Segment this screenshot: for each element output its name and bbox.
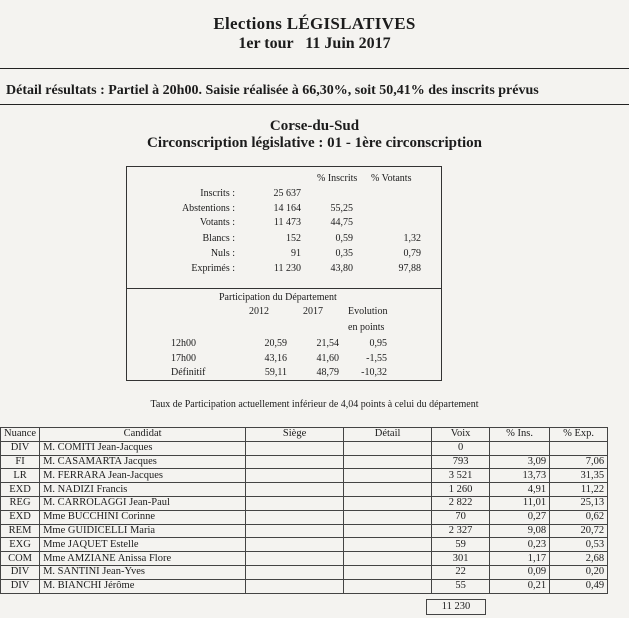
candidate-name-cell: M. FERRARA Jean-Jacques (40, 469, 246, 483)
participation-label: Définitif (171, 367, 206, 378)
header-candidat: Candidat (40, 428, 246, 442)
candidate-name-cell: M. COMITI Jean-Jacques (40, 441, 246, 455)
siege-cell (246, 455, 344, 469)
table-row (1, 510, 608, 524)
pct-ins-cell: 0,21 (490, 579, 550, 593)
siege-cell (246, 524, 344, 538)
header-pct-ins: % Ins. (490, 428, 550, 442)
stat-label: Exprimés : (191, 263, 235, 274)
stat-pct-inscrits: 44,75 (330, 217, 353, 228)
pct-ins-cell: 11,01 (490, 496, 550, 510)
col-header-evolution: Evolution (348, 306, 388, 317)
participation-2012: 59,11 (264, 367, 287, 378)
table-row (1, 579, 608, 593)
siege-cell (246, 552, 344, 566)
participation-evolution: -10,32 (361, 367, 387, 378)
table-row (1, 455, 608, 469)
voix-cell: 2 327 (432, 524, 490, 538)
nuance-cell: EXD (1, 483, 40, 497)
divider-top (0, 68, 629, 69)
detail-cell (344, 510, 432, 524)
stat-pct-votants: 0,79 (403, 248, 421, 259)
stat-pct-inscrits: 0,59 (335, 233, 353, 244)
pct-ins-cell: 4,91 (490, 483, 550, 497)
stat-value: 91 (291, 248, 301, 259)
election-round-date: 1er tour 11 Juin 2017 (238, 35, 391, 52)
stat-pct-inscrits: 0,35 (335, 248, 353, 259)
nuance-cell: DIV (1, 579, 40, 593)
stat-value: 152 (286, 233, 301, 244)
pct-ins-cell: 0,23 (490, 538, 550, 552)
col-header-en-points: en points (348, 322, 385, 333)
voix-cell: 301 (432, 552, 490, 566)
table-row (1, 469, 608, 483)
header-siege: Siège (246, 428, 344, 442)
participation-2017: 21,54 (316, 338, 339, 349)
pct-exp-cell: 11,22 (550, 483, 608, 497)
pct-exp-cell: 0,20 (550, 565, 608, 579)
participation-label: 17h00 (171, 353, 196, 364)
candidate-name-cell: Mme JAQUET Estelle (40, 538, 246, 552)
detail-cell (344, 483, 432, 497)
candidate-name-cell: Mme BUCCHINI Corinne (40, 510, 246, 524)
pct-ins-cell: 0,09 (490, 565, 550, 579)
pct-exp-cell: 2,68 (550, 552, 608, 566)
table-header-row (1, 428, 608, 442)
detail-cell (344, 524, 432, 538)
nuance-cell: COM (1, 552, 40, 566)
nuance-cell: EXD (1, 510, 40, 524)
pct-exp-cell (550, 441, 608, 455)
nuance-cell: REM (1, 524, 40, 538)
header-pct-exp: % Exp. (550, 428, 608, 442)
stat-label: Abstentions : (181, 203, 235, 214)
summary-box (126, 166, 442, 381)
voix-cell: 70 (432, 510, 490, 524)
participation-2017: 48,79 (316, 367, 339, 378)
detail-cell (344, 455, 432, 469)
stat-pct-votants: 1,32 (403, 233, 421, 244)
table-row (1, 441, 608, 455)
pct-ins-cell: 1,17 (490, 552, 550, 566)
stat-value: 14 164 (273, 203, 301, 214)
col-header-pct-votants: % Votants (371, 173, 412, 184)
col-header-2017: 2017 (303, 306, 323, 317)
total-voix: 11 230 (426, 599, 486, 615)
pct-exp-cell: 31,35 (550, 469, 608, 483)
nuance-cell: DIV (1, 441, 40, 455)
table-row (1, 552, 608, 566)
candidate-name-cell: Mme AMZIANE Anissa Flore (40, 552, 246, 566)
participation-evolution: 0,95 (369, 338, 387, 349)
stat-label: Votants : (199, 217, 235, 228)
candidate-name-cell: Mme GUIDICELLI Maria (40, 524, 246, 538)
table-row (1, 538, 608, 552)
detail-cell (344, 441, 432, 455)
pct-exp-cell: 25,13 (550, 496, 608, 510)
stat-label: Blancs : (202, 233, 235, 244)
detail-cell (344, 469, 432, 483)
stat-label: Nuls : (210, 248, 235, 259)
participation-2012: 43,16 (264, 353, 287, 364)
candidate-name-cell: M. NADIZI Francis (40, 483, 246, 497)
voix-cell: 1 260 (432, 483, 490, 497)
siege-cell (246, 579, 344, 593)
table-row (1, 565, 608, 579)
col-header-pct-inscrits: % Inscrits (317, 173, 358, 184)
candidate-name-cell: M. BIANCHI Jérôme (40, 579, 246, 593)
pct-exp-cell: 0,53 (550, 538, 608, 552)
stat-label: Inscrits : (200, 188, 235, 199)
siege-cell (246, 565, 344, 579)
pct-ins-cell: 0,27 (490, 510, 550, 524)
siege-cell (246, 538, 344, 552)
siege-cell (246, 469, 344, 483)
nuance-cell: DIV (1, 565, 40, 579)
pct-ins-cell: 3,09 (490, 455, 550, 469)
participation-2017: 41,60 (316, 353, 339, 364)
voix-cell: 0 (432, 441, 490, 455)
voix-cell: 59 (432, 538, 490, 552)
nuance-cell: FI (1, 455, 40, 469)
nuance-cell: EXG (1, 538, 40, 552)
department-name: Corse-du-Sud (269, 118, 360, 134)
pct-exp-cell: 0,62 (550, 510, 608, 524)
siege-cell (246, 483, 344, 497)
candidate-name-cell: M. SANTINI Jean-Yves (40, 565, 246, 579)
col-header-2012: 2012 (249, 306, 269, 317)
detail-results-line: Détail résultats : Partiel à 20h00. Saisie réalisée à 66,30%, soit 50,41% des inscrits prévus (6, 83, 539, 98)
voix-cell: 3 521 (432, 469, 490, 483)
voix-cell: 793 (432, 455, 490, 469)
stat-pct-inscrits: 43,80 (330, 263, 353, 274)
participation-2012: 20,59 (264, 338, 287, 349)
stat-value: 25 637 (273, 188, 301, 199)
candidates-body (1, 441, 608, 593)
participation-title: Participation du Département (219, 292, 337, 303)
siege-cell (246, 510, 344, 524)
detail-cell (344, 565, 432, 579)
stat-value: 11 473 (273, 217, 301, 228)
detail-cell (344, 496, 432, 510)
header-detail: Détail (344, 428, 432, 442)
nuance-cell: REG (1, 496, 40, 510)
participation-label: 12h00 (171, 338, 196, 349)
siege-cell (246, 496, 344, 510)
circonscription-title: Circonscription législative : 01 - 1ère circonscription (147, 135, 482, 151)
stat-pct-inscrits: 55,25 (330, 203, 353, 214)
table-row (1, 496, 608, 510)
detail-cell (344, 552, 432, 566)
pct-exp-cell: 20,72 (550, 524, 608, 538)
pct-exp-cell: 7,06 (550, 455, 608, 469)
pct-ins-cell (490, 441, 550, 455)
detail-cell (344, 538, 432, 552)
election-title: Elections LÉGISLATIVES (213, 14, 416, 33)
stat-value: 11 230 (273, 263, 301, 274)
candidate-name-cell: M. CARROLAGGI Jean-Paul (40, 496, 246, 510)
participation-note: Taux de Participation actuellement inférieur de 4,04 points à celui du département (150, 399, 479, 410)
stat-pct-votants: 97,88 (398, 263, 421, 274)
divider-bottom (0, 104, 629, 105)
candidates-table (0, 427, 608, 594)
participation-evolution: -1,55 (366, 353, 387, 364)
voix-cell: 2 822 (432, 496, 490, 510)
candidate-name-cell: M. CASAMARTA Jacques (40, 455, 246, 469)
pct-ins-cell: 13,73 (490, 469, 550, 483)
nuance-cell: LR (1, 469, 40, 483)
detail-cell (344, 579, 432, 593)
table-row (1, 483, 608, 497)
header-voix: Voix (432, 428, 490, 442)
pct-exp-cell: 0,49 (550, 579, 608, 593)
voix-cell: 22 (432, 565, 490, 579)
siege-cell (246, 441, 344, 455)
summary-divider (127, 288, 441, 289)
voix-cell: 55 (432, 579, 490, 593)
pct-ins-cell: 9,08 (490, 524, 550, 538)
header-nuance: Nuance (1, 428, 40, 442)
table-row (1, 524, 608, 538)
